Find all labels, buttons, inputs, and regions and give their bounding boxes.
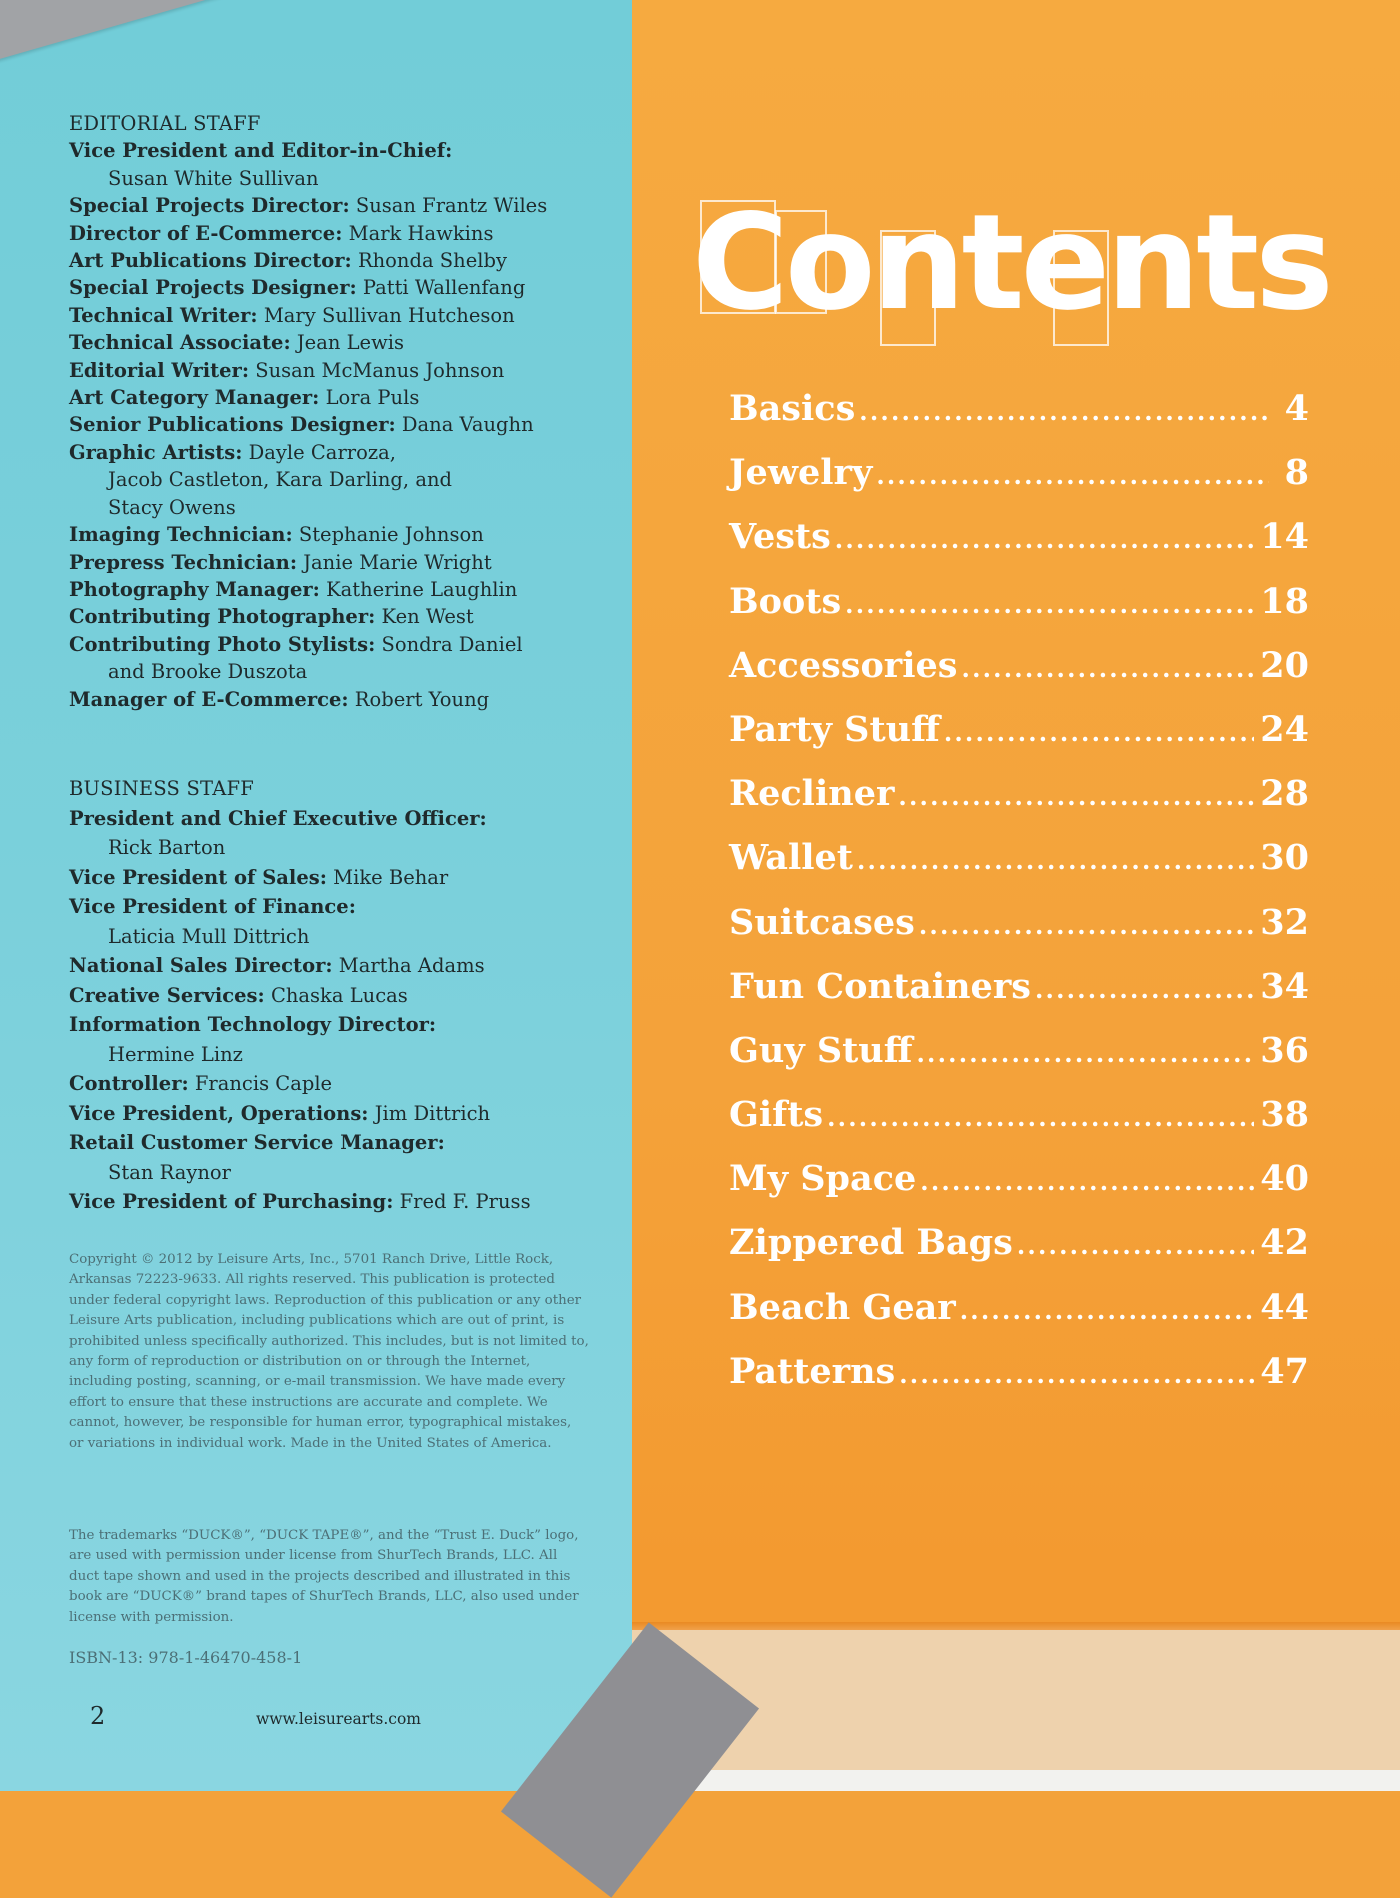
toc-entry-label: Vests	[729, 516, 831, 558]
toc-entry[interactable]	[729, 1351, 1309, 1415]
staff-name: Dana Vaughn	[401, 413, 534, 437]
business-staff-section	[69, 774, 531, 1217]
toc-entry-page: 40	[1260, 1158, 1309, 1200]
staff-role: Retail Customer Service Manager:	[69, 1131, 445, 1154]
toc-leader-dots	[899, 1360, 1254, 1389]
page-number: 2	[90, 1702, 106, 1730]
toc-entry-page: 18	[1260, 580, 1309, 622]
staff-role: National Sales Director:	[69, 954, 333, 977]
staff-line	[69, 981, 531, 1011]
staff-line	[69, 192, 547, 219]
toc-entry[interactable]	[729, 1222, 1309, 1286]
staff-line	[69, 439, 547, 466]
staff-name: Mark Hawkins	[348, 221, 494, 245]
editorial-staff-section	[69, 110, 547, 713]
toc-entry[interactable]	[729, 966, 1309, 1030]
staff-role: Senior Publications Designer:	[69, 413, 396, 437]
toc-leader-dots	[876, 461, 1269, 490]
toc-entry-label: My Space	[729, 1158, 917, 1200]
toc-entry-label: Wallet	[729, 837, 853, 879]
editorial-staff-heading: EDITORIAL STAFF	[69, 112, 261, 135]
shelf-edge	[632, 1622, 1400, 1630]
staff-role: Vice President of Purchasing:	[69, 1190, 394, 1213]
toc-entry[interactable]	[729, 1158, 1309, 1222]
staff-line	[69, 466, 547, 493]
duct-tape-decoration	[0, 0, 299, 64]
toc-entry-label: Zippered Bags	[729, 1222, 1013, 1264]
toc-entry-label: Gifts	[729, 1094, 824, 1136]
toc-leader-dots	[962, 654, 1255, 683]
staff-role: Art Publications Director:	[69, 249, 352, 273]
staff-line	[69, 1040, 531, 1070]
toc-entry[interactable]	[729, 516, 1309, 580]
staff-line	[69, 1187, 531, 1217]
staff-line	[69, 1128, 531, 1158]
toc-entry[interactable]	[729, 773, 1309, 837]
business-staff-list	[69, 804, 531, 1217]
staff-role: Creative Services:	[69, 983, 265, 1007]
staff-name: Janie Marie Wright	[303, 550, 492, 574]
staff-line	[69, 603, 547, 630]
toc-entry-page: 20	[1260, 644, 1309, 686]
toc-entry-page: 4	[1284, 388, 1309, 429]
staff-role: Controller:	[69, 1072, 189, 1095]
staff-panel	[0, 0, 632, 1791]
staff-name: Susan White Sullivan	[108, 166, 319, 190]
toc-entry-label: Accessories	[729, 644, 958, 686]
staff-name: Dayle Carroza,	[248, 440, 396, 464]
toc-entry-page: 30	[1260, 837, 1309, 879]
staff-name: Hermine Linz	[108, 1042, 243, 1066]
toc-leader-dots	[845, 590, 1254, 619]
toc-entry[interactable]	[729, 1287, 1309, 1351]
staff-name: Jacob Castleton, Kara Darling, and	[108, 468, 452, 492]
toc-entry-page: 32	[1260, 901, 1309, 943]
staff-name: Susan McManus Johnson	[255, 358, 505, 382]
toc-entry-page: 8	[1284, 452, 1309, 494]
floor-strip	[632, 1770, 1400, 1791]
staff-name: Stephanie Johnson	[298, 523, 484, 547]
staff-line	[69, 658, 547, 685]
toc-entry-page: 36	[1260, 1029, 1309, 1071]
contents-title: Contents	[692, 186, 1330, 340]
staff-name: Laticia Mull Dittrich	[108, 924, 310, 948]
toc-leader-dots	[1035, 975, 1254, 1004]
toc-entry[interactable]	[729, 388, 1309, 452]
table-of-contents	[729, 388, 1309, 1415]
toc-entry[interactable]	[729, 1094, 1309, 1158]
staff-line	[69, 833, 531, 863]
staff-role: Manager of E-Commerce:	[69, 687, 349, 711]
staff-name: Robert Young	[354, 687, 490, 711]
staff-line	[69, 165, 547, 192]
editorial-staff-list	[69, 137, 547, 713]
staff-line	[69, 1099, 531, 1129]
toc-leader-dots	[944, 718, 1254, 747]
staff-name: Sondra Daniel	[381, 632, 523, 656]
staff-line	[69, 922, 531, 952]
staff-name: Stacy Owens	[108, 495, 236, 519]
staff-line	[69, 137, 547, 164]
staff-role: Special Projects Director:	[69, 194, 350, 218]
toc-leader-dots	[960, 1296, 1255, 1325]
staff-name: Lora Puls	[325, 386, 420, 410]
isbn: ISBN-13: 978-1-46470-458-1	[69, 1648, 303, 1667]
toc-leader-dots	[859, 397, 1269, 426]
staff-line	[69, 384, 547, 411]
toc-entry[interactable]	[729, 452, 1309, 516]
toc-entry-label: Fun Containers	[729, 965, 1031, 1007]
toc-leader-dots	[857, 846, 1254, 875]
toc-leader-dots	[919, 911, 1254, 940]
staff-name: Jean Lewis	[296, 331, 405, 355]
toc-entry-label: Guy Stuff	[729, 1029, 913, 1071]
staff-role: Vice President and Editor-in-Chief:	[69, 139, 453, 163]
toc-entry[interactable]	[729, 837, 1309, 901]
business-staff-heading: BUSINESS STAFF	[69, 777, 254, 800]
toc-entry-label: Recliner	[729, 773, 895, 815]
staff-line	[69, 329, 547, 356]
staff-role: Imaging Technician:	[69, 523, 293, 547]
toc-entry-page: 42	[1260, 1222, 1309, 1264]
staff-role: Art Category Manager:	[69, 386, 320, 410]
staff-line	[69, 1158, 531, 1188]
toc-entry[interactable]	[729, 902, 1309, 966]
staff-line	[69, 274, 547, 301]
staff-line	[69, 686, 547, 713]
toc-entry-label: Jewelry	[729, 452, 873, 494]
staff-line	[69, 631, 547, 658]
staff-line	[69, 302, 547, 329]
staff-role: Information Technology Director:	[69, 1013, 437, 1036]
staff-role: Vice President, Operations:	[69, 1101, 369, 1125]
toc-entry-page: 24	[1260, 708, 1309, 750]
staff-role: Technical Writer:	[69, 303, 258, 327]
staff-line	[69, 247, 547, 274]
staff-line	[69, 494, 547, 521]
staff-role: President and Chief Executive Officer:	[69, 806, 487, 830]
toc-entry-label: Boots	[729, 580, 842, 622]
toc-entry[interactable]	[729, 581, 1309, 645]
toc-entry-page: 38	[1260, 1094, 1309, 1136]
toc-leader-dots	[1017, 1231, 1254, 1260]
staff-name: Francis Caple	[194, 1072, 333, 1095]
copyright-notice: Copyright © 2012 by Leisure Arts, Inc., 5701 Ranch Drive, Little Rock, Arkansas 72223-9633. All rights reserved. This publication is protected under federal copyright laws. Reproduction of this publication or any other Leisure Arts publication, including publications which are out of print, is prohibited unless specifically authorized. This includes, but is not limited to, any form of reproduction or distribution on or through the Internet, including posting, scanning, or e-mail transmission. We have made every effort to ensure that these instructions are accurate and complete. We cannot, however, be responsible for human error, typographical mistakes, or variations in individual work. Made in the United States of America.	[69, 1252, 589, 1451]
toc-entry-page: 47	[1260, 1350, 1309, 1392]
staff-role: Technical Associate:	[69, 331, 291, 355]
staff-line	[69, 863, 531, 893]
staff-role: Photography Manager:	[69, 577, 320, 601]
staff-line	[69, 892, 531, 922]
toc-entry-label: Patterns	[729, 1350, 896, 1392]
staff-name: Mary Sullivan Hutcheson	[263, 303, 515, 327]
staff-name: Chaska Lucas	[270, 983, 408, 1007]
staff-role: Vice President of Finance:	[69, 895, 356, 918]
toc-leader-dots	[898, 782, 1254, 811]
staff-line	[69, 951, 531, 981]
toc-entry-page: 28	[1260, 773, 1309, 815]
staff-role: Editorial Writer:	[69, 358, 250, 382]
staff-name: Martha Adams	[338, 954, 485, 977]
staff-name: and Brooke Duszota	[108, 660, 308, 684]
toc-entry-page: 14	[1260, 516, 1309, 558]
toc-entry-page: 34	[1260, 965, 1309, 1007]
staff-line	[69, 357, 547, 384]
staff-name: Jim Dittrich	[374, 1101, 491, 1125]
staff-name: Stan Raynor	[108, 1160, 231, 1184]
staff-role: Special Projects Designer:	[69, 276, 357, 300]
staff-line	[69, 411, 547, 438]
staff-role: Contributing Photo Stylists:	[69, 632, 376, 656]
trademark-notice: The trademarks “DUCK®”, “DUCK TAPE®”, and the “Trust E. Duck” logo, are used with permission under license from ShurTech Brands, LLC. All duct tape shown and used in the projects described and illustrated in this book are “DUCK®” brand tapes of ShurTech Brands, LLC, also used under license with permission.	[69, 1528, 579, 1625]
staff-line	[69, 521, 547, 548]
staff-role: Director of E-Commerce:	[69, 221, 343, 245]
toc-leader-dots	[827, 1103, 1254, 1132]
toc-entry-page: 44	[1260, 1286, 1309, 1328]
staff-line	[69, 220, 547, 247]
staff-name: Rhonda Shelby	[357, 249, 507, 273]
toc-entry[interactable]	[729, 645, 1309, 709]
staff-line	[69, 576, 547, 603]
staff-name: Susan Frantz Wiles	[355, 194, 548, 218]
staff-role: Vice President of Sales:	[69, 865, 327, 889]
toc-entry[interactable]	[729, 1030, 1309, 1094]
staff-name: Fred F. Pruss	[399, 1190, 531, 1213]
staff-name: Ken West	[381, 605, 474, 629]
website-link[interactable]: www.leisurearts.com	[256, 1710, 421, 1728]
toc-entry-label: Suitcases	[729, 901, 915, 943]
staff-line	[69, 549, 547, 576]
staff-role: Graphic Artists:	[69, 440, 243, 464]
staff-name: Patti Wallenfang	[362, 276, 526, 300]
staff-role: Prepress Technician:	[69, 550, 298, 574]
toc-entry[interactable]	[729, 709, 1309, 773]
toc-entry-label: Party Stuff	[729, 708, 940, 750]
toc-leader-dots	[920, 1167, 1254, 1196]
staff-role: Contributing Photographer:	[69, 605, 376, 629]
staff-line	[69, 804, 531, 834]
toc-leader-dots	[835, 525, 1254, 554]
staff-line	[69, 1010, 531, 1040]
staff-name: Katherine Laughlin	[326, 577, 518, 601]
toc-entry-label: Basics	[729, 388, 856, 429]
staff-name: Rick Barton	[108, 836, 226, 859]
staff-line	[69, 1069, 531, 1099]
staff-name: Mike Behar	[333, 865, 449, 889]
toc-leader-dots	[916, 1039, 1254, 1068]
toc-entry-label: Beach Gear	[729, 1286, 956, 1328]
